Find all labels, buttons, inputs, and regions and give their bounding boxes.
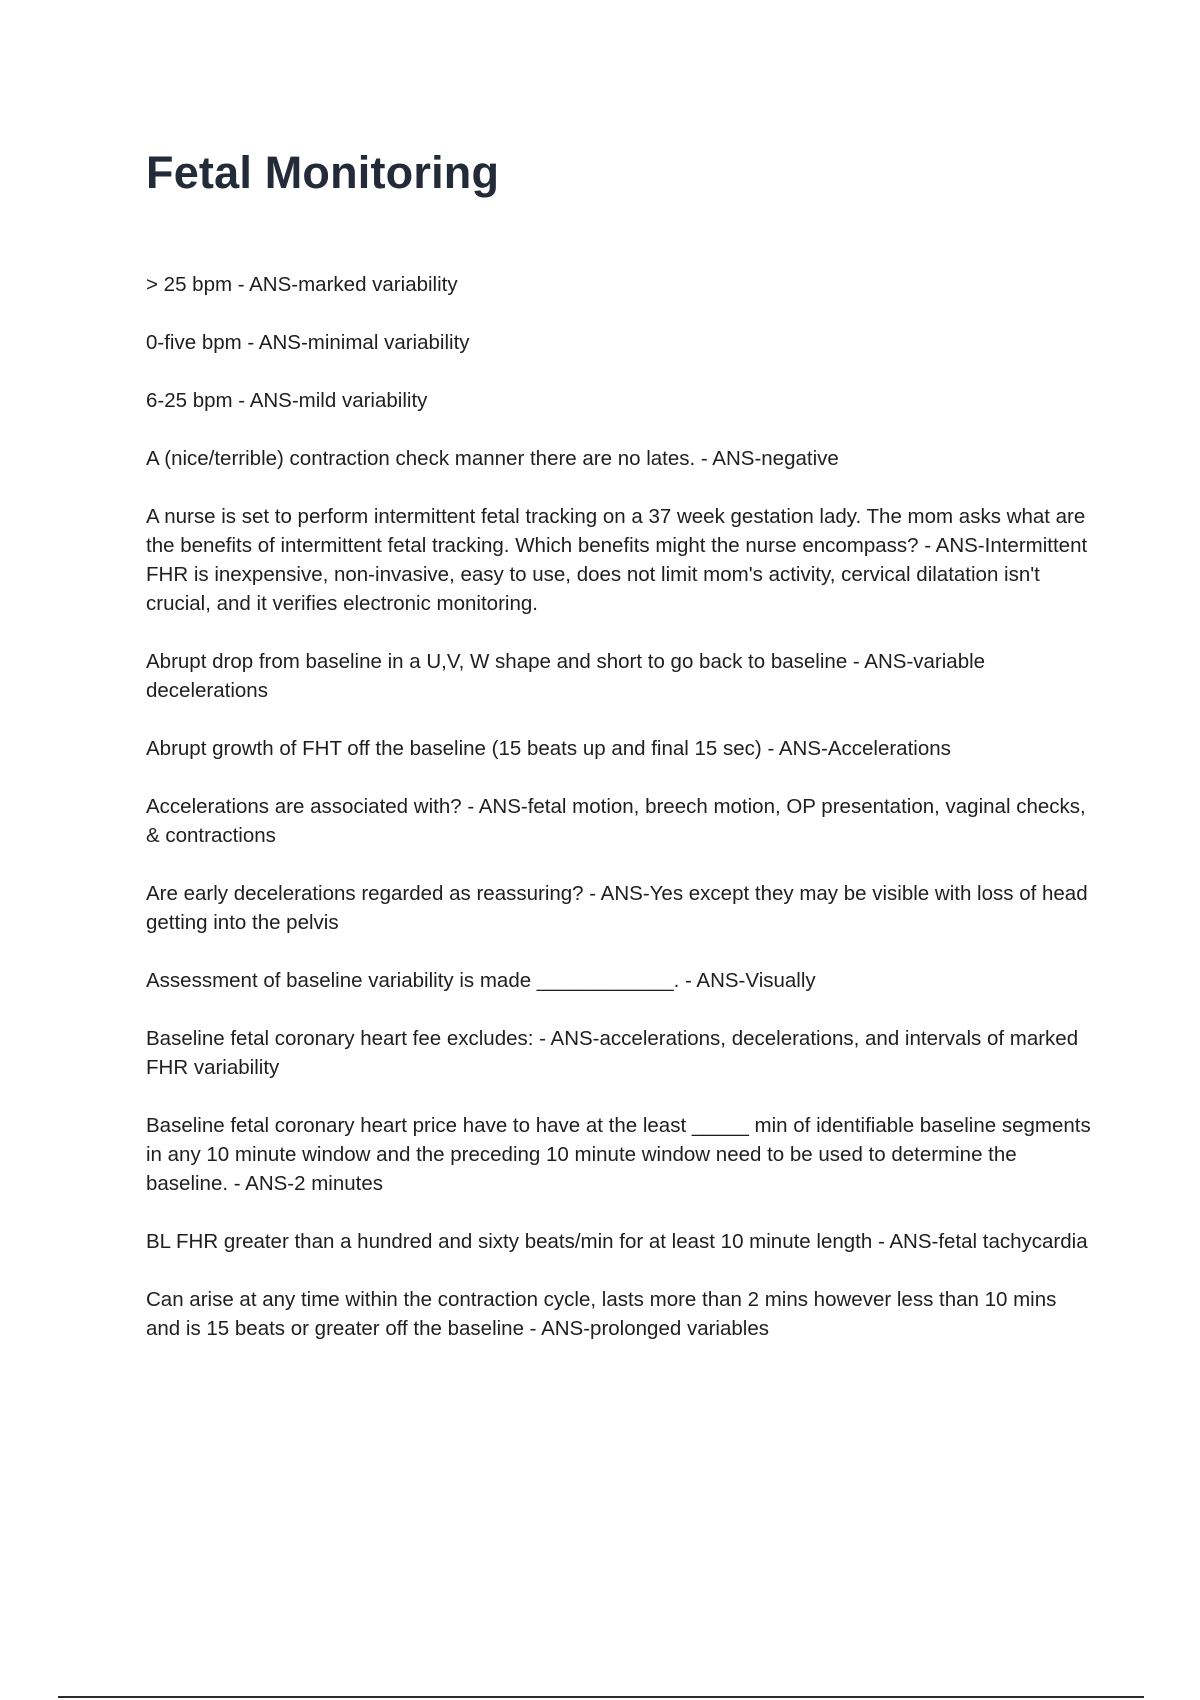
list-item: Abrupt drop from baseline in a U,V, W shape and short to go back to baseline - ANS-variable decelerations [146,650,986,702]
list-item: 0-five bpm - ANS-minimal variability [146,331,470,354]
page-bottom-divider [58,1696,1144,1698]
list-item: Baseline fetal coronary heart fee excludes: - ANS-accelerations, decelerations, and intervals of marked FHR variability [146,1027,1079,1079]
list-item: Baseline fetal coronary heart price have to have at the least _____ min of identifiable baseline segments in any 10 minute window and the preceding 10 minute window need to be used to determine the baseline. - ANS-2 minutes [146,1114,1091,1195]
list-item: > 25 bpm - ANS-marked variability [146,273,458,296]
qa-list [146,270,1096,1372]
page-title: Fetal Monitoring [146,147,500,198]
list-item: Can arise at any time within the contraction cycle, lasts more than 2 mins however less than 10 mins and is 15 beats or greater off the baseline - ANS-prolonged variables [146,1288,1057,1340]
list-item: Abrupt growth of FHT off the baseline (15 beats up and final 15 sec) - ANS-Accelerations [146,737,951,760]
list-item: A nurse is set to perform intermittent fetal tracking on a 37 week gestation lady. The mom asks what are the benefits of intermittent fetal tracking. Which benefits might the nurse encompass? - ANS-Intermittent FHR is inexpensive, non-invasive, easy to use, does not limit mom's activity, cervical dilatation isn't crucial, and it verifies electronic monitoring. [146,505,1088,615]
list-item: BL FHR greater than a hundred and sixty beats/min for at least 10 minute length - ANS-fetal tachycardia [146,1230,1088,1253]
list-item: Assessment of baseline variability is made ____________. - ANS-Visually [146,969,816,992]
list-item: Accelerations are associated with? - ANS-fetal motion, breech motion, OP presentation, vaginal checks, & contractions [146,795,1086,847]
list-item: Are early decelerations regarded as reassuring? - ANS-Yes except they may be visible with loss of head getting into the pelvis [146,882,1088,934]
list-item: 6-25 bpm - ANS-mild variability [146,389,428,412]
list-item: A (nice/terrible) contraction check manner there are no lates. - ANS-negative [146,447,839,470]
